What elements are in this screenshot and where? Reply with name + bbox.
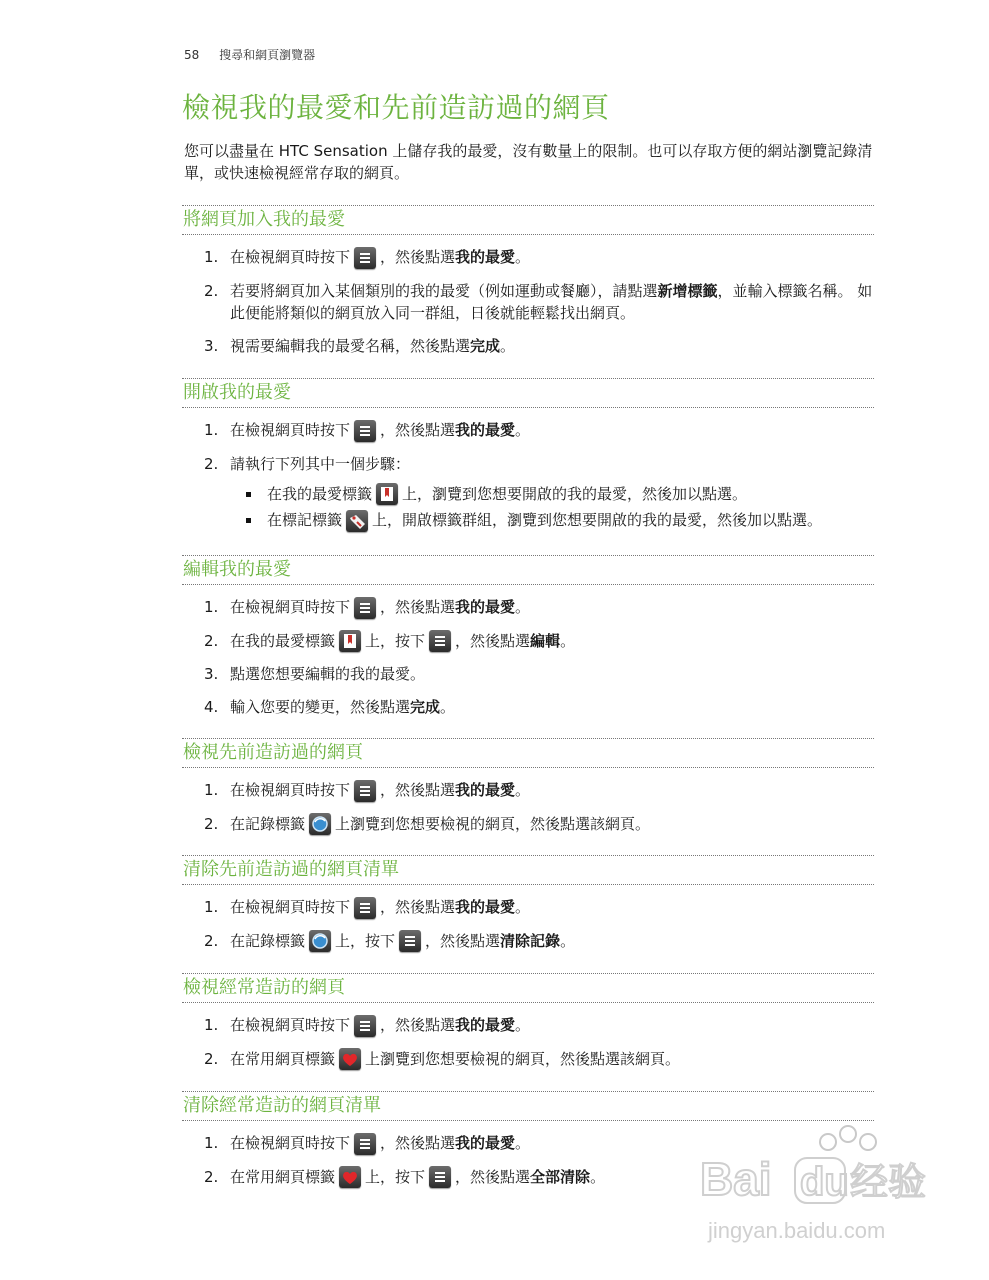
menu-icon [354, 247, 376, 269]
section-add-bookmark [182, 205, 874, 357]
menu-icon [354, 1015, 376, 1037]
svg-text:经验: 经验 [850, 1160, 927, 1204]
list-item: 2. 在常用網頁標籤 上瀏覽到您想要檢視的網頁，然後點選該網頁。 [182, 1048, 874, 1071]
menu-icon [354, 597, 376, 619]
heart-tab-icon [339, 1048, 361, 1070]
list-item: 1. 在檢視網頁時按下 ，然後點選我的最愛。 [182, 1014, 874, 1037]
step-list [182, 779, 874, 835]
bookmark-tab-icon [376, 483, 398, 505]
running-header [184, 46, 315, 63]
section-heading: 檢視先前造訪過的網頁 [182, 738, 874, 768]
step-list [182, 896, 874, 952]
section-most-visited [182, 973, 874, 1070]
list-item: 2. 在常用網頁標籤 上，按下 ，然後點選全部清除。 [182, 1166, 874, 1189]
bullet-marker [246, 492, 251, 497]
bullet-item: 在標記標籤 上，開啟標籤群組，瀏覽到您想要開啟的我的最愛，然後加以點選。 [230, 509, 874, 532]
bullet-item: 在我的最愛標籤 上，瀏覽到您想要開啟的我的最愛，然後加以點選。 [230, 483, 874, 506]
heart-tab-icon [339, 1166, 361, 1188]
section-open-bookmark [182, 378, 874, 532]
section-heading: 清除先前造訪過的網頁清單 [182, 855, 874, 885]
list-item: 3. 點選您想要編輯的我的最愛。 [204, 665, 426, 683]
section-edit-bookmark [182, 555, 874, 718]
section-clear-history [182, 855, 874, 952]
section-heading: 編輯我的最愛 [182, 555, 874, 585]
section-heading: 清除經常造訪的網頁清單 [182, 1091, 874, 1121]
intro-paragraph: 您可以盡量在 HTC Sensation 上儲存我的最愛，沒有數量上的限制。也可以存取方便的網站瀏覽記錄清單，或快速檢視經常存取的網頁。 [184, 142, 873, 182]
chapter-title: 搜尋和網頁瀏覽器 [219, 48, 316, 62]
menu-icon [399, 930, 421, 952]
bookmark-tab-icon [339, 630, 361, 652]
list-item: 2. 請執行下列其中一個步驟： 在我的最愛標籤 上，瀏覽到您想要開啟的我的最愛，然後加以點選。 在標記標籤 上，開啟標籤群組，瀏覽到您想要開啟的我的最愛，然後加以點選。 [182, 453, 874, 532]
list-item: 1. 在檢視網頁時按下 ，然後點選我的最愛。 [182, 1132, 874, 1155]
list-item: 1. 在檢視網頁時按下 ，然後點選我的最愛。 [182, 779, 874, 802]
section-heading: 開啟我的最愛 [182, 378, 874, 408]
list-item: 1. 在檢視網頁時按下 ，然後點選我的最愛。 [182, 246, 874, 269]
tag-tab-icon [346, 510, 368, 532]
menu-icon [354, 780, 376, 802]
list-item: 2. 在我的最愛標籤 上，按下 ，然後點選編輯。 [182, 630, 874, 653]
step-list [182, 246, 874, 357]
page-title: 檢視我的最愛和先前造訪過的網頁 [182, 91, 610, 124]
section-view-history [182, 738, 874, 835]
menu-icon [354, 897, 376, 919]
list-item: 2. 在記錄標籤 上瀏覽到您想要檢視的網頁，然後點選該網頁。 [182, 813, 874, 836]
step-list [182, 596, 874, 718]
history-tab-icon [309, 930, 331, 952]
section-heading: 檢視經常造訪的網頁 [182, 973, 874, 1003]
list-item: 1. 在檢視網頁時按下 ，然後點選我的最愛。 [182, 596, 874, 619]
step-list [182, 1014, 874, 1070]
list-item: 1. 在檢視網頁時按下 ，然後點選我的最愛。 [182, 896, 874, 919]
list-item: 2. 若要將網頁加入某個類別的我的最愛（例如運動或餐廳），請點選新增標籤，並輸入標籤名稱。 如此便能將類似的網頁放入同一群組，日後就能輕鬆找出網頁。 [204, 281, 873, 322]
list-item: 4. 輸入您要的變更，然後點選完成。 [204, 698, 456, 716]
svg-text:jingyan.baidu.com: jingyan.baidu.com [708, 1218, 886, 1243]
list-item: 2. 在記錄標籤 上，按下 ，然後點選清除記錄。 [182, 930, 874, 953]
history-tab-icon [309, 813, 331, 835]
menu-icon [354, 420, 376, 442]
svg-text:Bai: Bai [700, 1153, 772, 1205]
svg-text:du: du [800, 1160, 849, 1204]
list-item: 1. 在檢視網頁時按下 ，然後點選我的最愛。 [182, 419, 874, 442]
bullet-list [230, 483, 874, 532]
step-list [182, 419, 874, 532]
section-heading: 將網頁加入我的最愛 [182, 205, 874, 235]
menu-icon [354, 1133, 376, 1155]
baidu-watermark-logo [700, 1120, 960, 1250]
list-item: 3. 視需要編輯我的最愛名稱，然後點選完成。 [204, 336, 516, 355]
bullet-marker [246, 518, 251, 523]
page-number: 58 [184, 48, 200, 62]
menu-icon [429, 1166, 451, 1188]
menu-icon [429, 630, 451, 652]
